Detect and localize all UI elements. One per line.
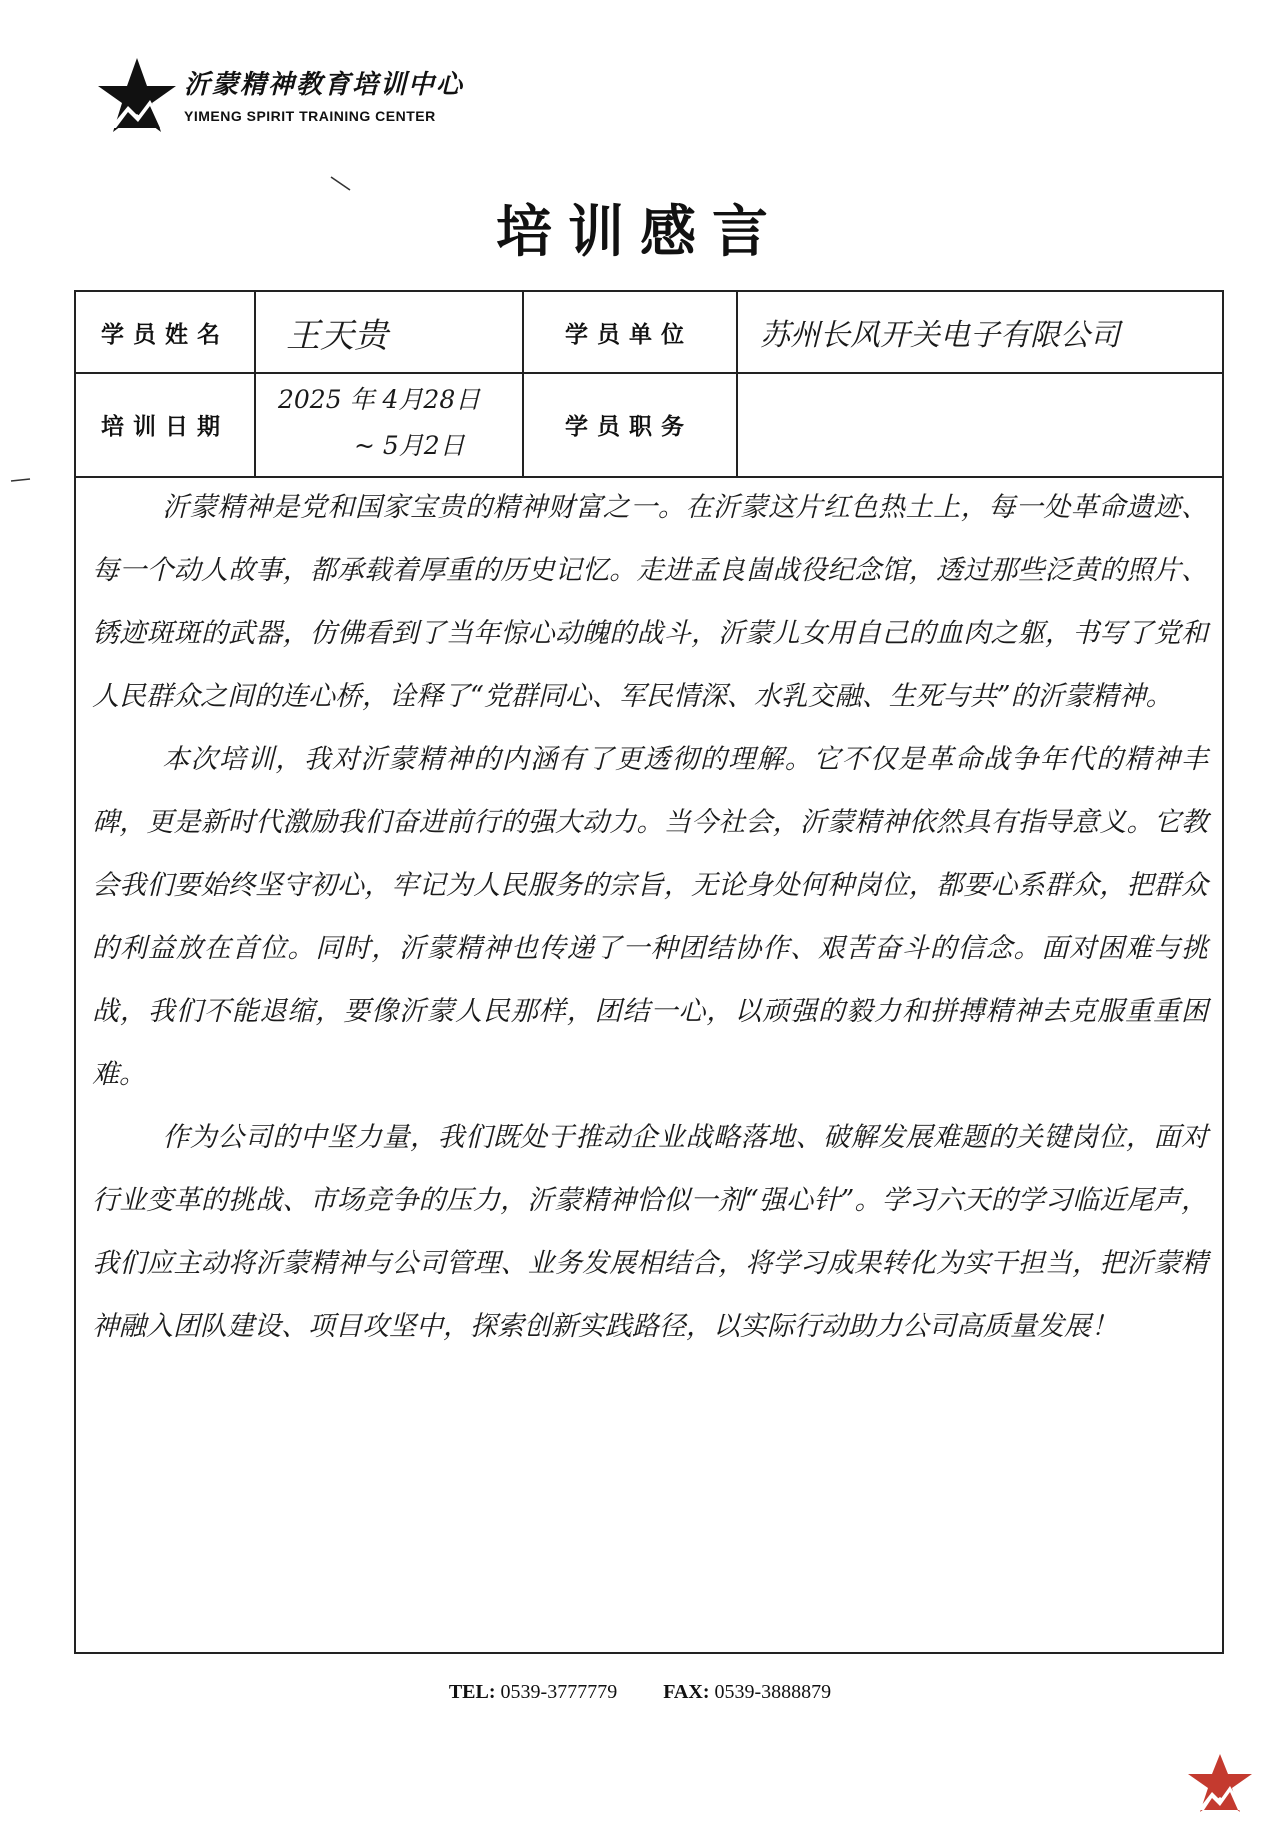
training-date-value bbox=[268, 372, 522, 470]
student-position-label: 学员职务 bbox=[565, 413, 693, 440]
org-logo bbox=[96, 56, 476, 136]
contact-footer bbox=[0, 1681, 1280, 1704]
training-date-start: 2025 年 4月28日 bbox=[278, 385, 481, 414]
tel-number: 0539-3777779 bbox=[500, 1681, 618, 1703]
org-name-en: YIMENG SPIRIT TRAINING CENTER bbox=[184, 108, 436, 124]
training-date-end: ~ 5月2日 bbox=[354, 431, 465, 460]
training-date-label: 培训日期 bbox=[101, 413, 229, 440]
page-title: 培训感言 bbox=[496, 199, 784, 265]
star-mountain-logo-icon bbox=[96, 56, 178, 136]
pen-mark bbox=[10, 468, 32, 487]
student-position-value bbox=[760, 372, 1220, 476]
column-divider bbox=[254, 292, 256, 476]
tel-label: TEL: bbox=[448, 1681, 496, 1703]
reflection-paragraph: 沂蒙精神是党和国家宝贵的精神财富之一。在沂蒙这片红色热土上，每一处革命遗迹、每一个动人故事，都承载着厚重的历史记忆。走进孟良崮战役纪念馆，透过那些泛黄的照片、锈迹斑斑的武器，仿佛看到了当年惊心动魄的战斗，沂蒙儿女用自己的血肉之躯，书写了党和人民群众之间的连心桥，诠释了“党群同心、军民情深、水乳交融、生死与共”的沂蒙精神。 bbox=[92, 492, 1208, 712]
reflection-paragraph: 作为公司的中坚力量，我们既处于推动企业战略落地、破解发展难题的关键岗位，面对行业变革的挑战、市场竞争的压力，沂蒙精神恰似一剂“强心针”。学习六天的学习临近尾声，我们应主动将沂蒙精神与公司管理、业务发展相结合，将学习成果转化为实干担当，把沂蒙精神融入团队建设、项目攻坚中，探索创新实践路径，以实际行动助力公司高质量发展！ bbox=[92, 1122, 1208, 1342]
org-name-cn: 沂蒙精神教育培训中心 bbox=[184, 70, 465, 100]
student-name-value: 王天贵 bbox=[286, 315, 388, 356]
fax-label: FAX: bbox=[663, 1681, 710, 1703]
column-divider bbox=[736, 292, 738, 476]
student-name-label: 学员姓名 bbox=[101, 321, 229, 348]
student-unit-label: 学员单位 bbox=[565, 321, 693, 348]
reflection-paragraph: 本次培训，我对沂蒙精神的内涵有了更透彻的理解。它不仅是革命战争年代的精神丰碑，更是新时代激励我们奋进前行的强大动力。当今社会，沂蒙精神依然具有指导意义。它教会我们要始终坚守初心，牢记为人民服务的宗旨，无论身处何种岗位，都要心系群众，把群众的利益放在首位。同时，沂蒙精神也传递了一种团结协作、艰苦奋斗的信念。面对困难与挑战，我们不能退缩，要像沂蒙人民那样，团结一心，以顽强的毅力和拼搏精神去克服重重困难。 bbox=[92, 744, 1208, 1090]
student-unit-value: 苏州长风开关电子有限公司 bbox=[760, 318, 1120, 353]
watermark-logo-icon bbox=[1186, 1752, 1254, 1814]
reflection-text bbox=[88, 476, 1212, 1358]
fax-number: 0539-3888879 bbox=[714, 1681, 832, 1703]
training-reflection-form bbox=[74, 290, 1224, 1654]
